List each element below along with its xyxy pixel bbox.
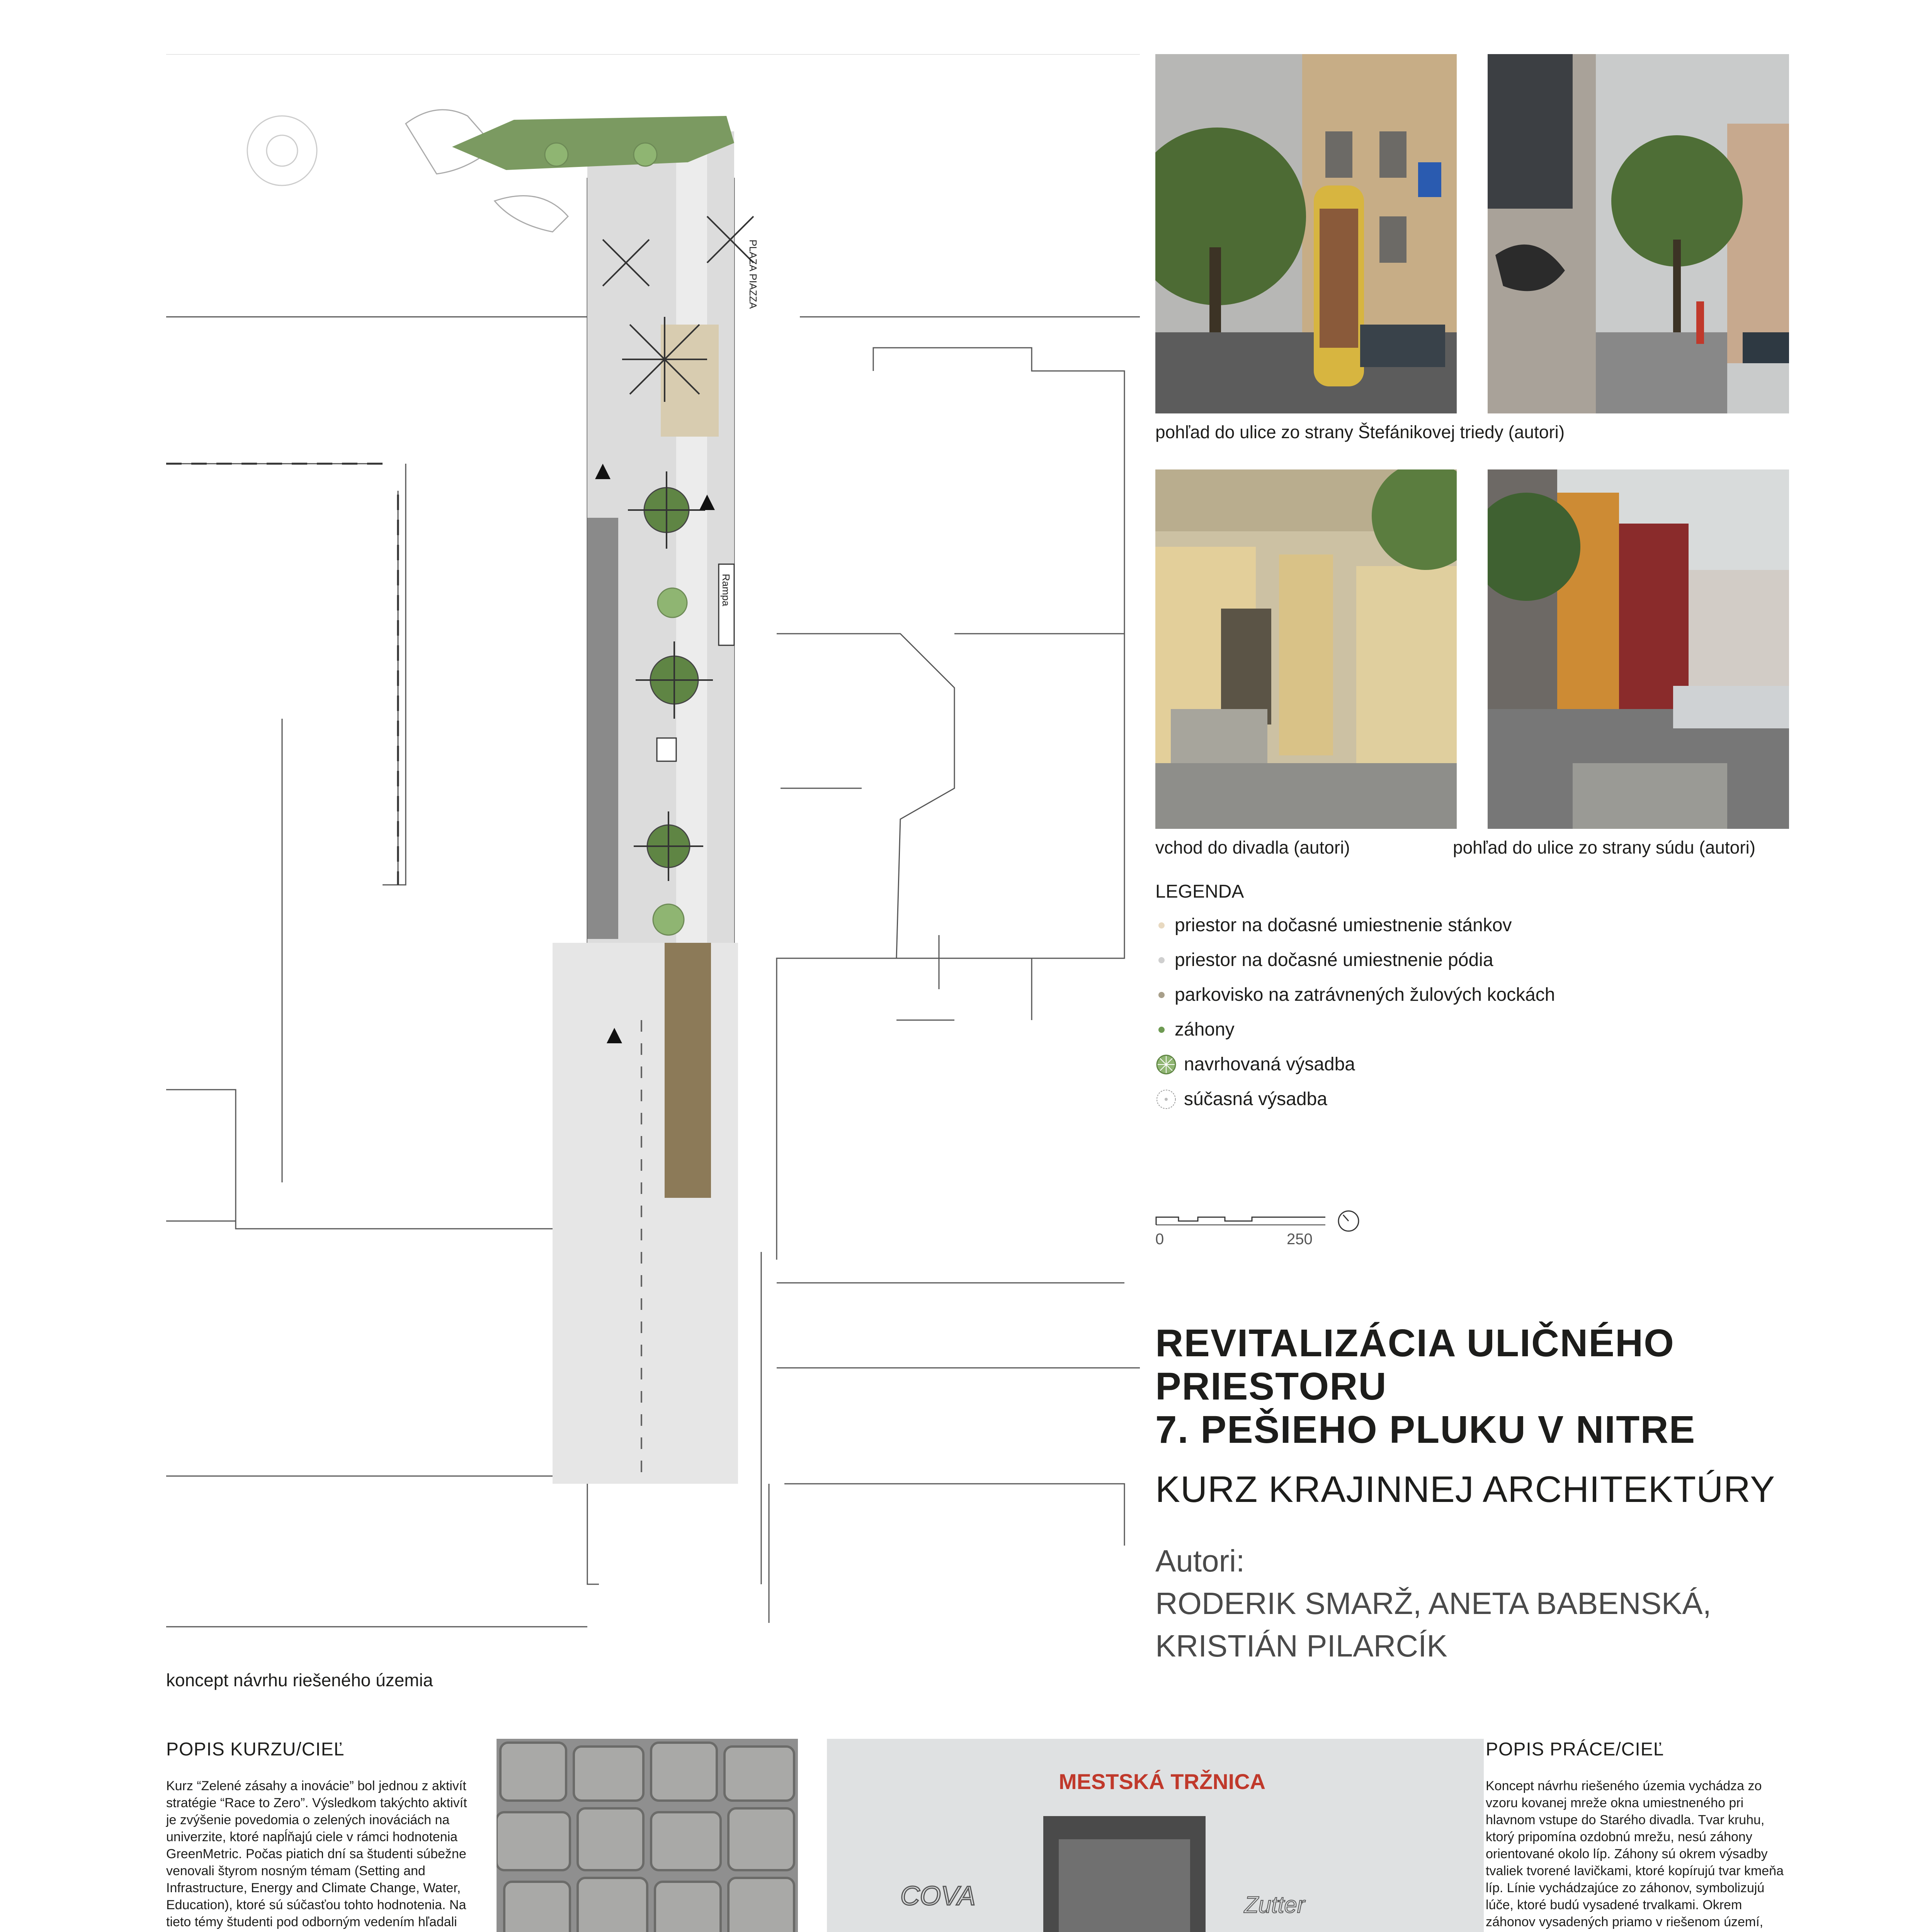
existing-tree-icon (1155, 1088, 1177, 1110)
title-line-2: PRIESTORU (1155, 1365, 1387, 1408)
title-line-1: REVITALIZÁCIA ULIČNÉHO (1155, 1321, 1675, 1365)
parking-color-dot (1158, 992, 1165, 998)
stalls-color-dot (1158, 922, 1165, 929)
legend-item-label: priestor na dočasné umiestnenie stánkov (1175, 915, 1512, 935)
legend-item-stage (1155, 949, 1493, 972)
scale-start: 0 (1155, 1231, 1164, 1248)
legend-title: LEGENDA (1155, 881, 1244, 902)
title-line-3: 7. PEŠIEHO PLUKU V NITRE (1155, 1408, 1696, 1451)
photo-theatre-entrance (1155, 469, 1457, 829)
course-description-heading: POPIS KURZU/CIEĽ (166, 1739, 345, 1760)
graffiti-left: COVA (900, 1881, 976, 1911)
top-photos-caption: pohľad do ulice zo strany Štefánikovej triedy (autori) (1155, 422, 1565, 442)
photo-street-stefanikova-left (1155, 54, 1457, 413)
mid-photo-caption-left: vchod do divadla (autori) (1155, 837, 1350, 857)
stage-color-dot (1158, 957, 1165, 963)
plan-caption: koncept návrhu riešeného územia (166, 1670, 433, 1690)
market-entrance-sketch (827, 1739, 1484, 1932)
plaza-label: PLAZA PIAZZA (747, 240, 759, 309)
flowerbeds-color-dot (1158, 1027, 1165, 1033)
course-description-text (166, 1777, 471, 1932)
paving-stones-image (497, 1739, 798, 1932)
market-sign-text: MESTSKÁ TRŽNICA (1059, 1769, 1266, 1794)
photo-street-court (1488, 469, 1789, 829)
scale-bar-graphic (1155, 1209, 1372, 1233)
legend-item-label: záhony (1175, 1019, 1235, 1040)
site-plan-drawing (166, 54, 1140, 1631)
rampa-label: Rampa (720, 574, 732, 606)
proposed-tree-icon (1155, 1054, 1177, 1075)
legend-item-flowerbeds (1155, 1018, 1235, 1041)
legend-item-label: priestor na dočasné umiestnenie pódia (1175, 950, 1493, 970)
legend-item-existing-planting (1155, 1088, 1327, 1111)
authors-line-2: KRISTIÁN PILARCÍK (1155, 1629, 1447, 1663)
work-description-heading: POPIS PRÁCE/CIEĽ (1486, 1739, 1664, 1760)
course-description-paragraph: Kurz “Zelené zásahy a inovácie” bol jednou z aktivít stratégie “Race to Zero”. Výsledkom takýchto aktivít je zvýšenie povedomia o zelených inováciách na univerzite, ktoré napĺňajú ciele v rámci hodnotenia GreenMetric. Počas piatich dní sa študenti súbežne venovali štyrom nosným témam (Setting and Infrastructure, Energy and Climate Change, Water, Education), ktoré sú súčasťou tohto hodnotenia. Na tieto témy študenti pod odborným vedením hľadali (166, 1779, 467, 1929)
mid-photo-caption-right: pohľad do ulice zo strany súdu (autori) (1453, 837, 1756, 857)
work-description-text: Koncept návrhu riešeného územia vychádza zo vzoru kovanej mreže okna umiestneného pri hlavnom vstupe do Starého divadla. Tvar kruhu, ktorý pripomína ozdobnú mrežu, nesú záhony orientované okolo líp. Záhony sú okrem výsadby tvaliek tvorené lavičkami, ktoré kopírujú tvar kmeňa líp. Línie vychádzajúce zo záhonov, symbolizujú lúče, ktoré budú vysadené trvalkami. Okrem záhonov vysadených priamo v riešenom území, (1486, 1779, 1784, 1929)
graffiti-right: Zutter (1244, 1892, 1305, 1918)
legend-item-label: súčasná výsadba (1184, 1089, 1327, 1109)
legend-item-parking (1155, 983, 1555, 1007)
legend-item-proposed-planting (1155, 1053, 1355, 1076)
scale-bar (1155, 1209, 1372, 1256)
authors-line-1: RODERIK SMARŽ, ANETA BABENSKÁ, (1155, 1586, 1711, 1621)
page-title (1155, 1321, 1889, 1451)
site-plan (166, 54, 1140, 1631)
course-subtitle: KURZ KRAJINNEJ ARCHITEKTÚRY (1155, 1469, 1776, 1510)
photo-street-stefanikova-right (1488, 54, 1789, 413)
legend-item-label: parkovisko na zatrávnených žulových kockách (1175, 985, 1555, 1005)
legend-item-stalls (1155, 914, 1512, 937)
authors-label: Autori: (1155, 1544, 1245, 1578)
scale-end: 250 (1287, 1231, 1313, 1248)
legend-item-label: navrhovaná výsadba (1184, 1054, 1355, 1075)
